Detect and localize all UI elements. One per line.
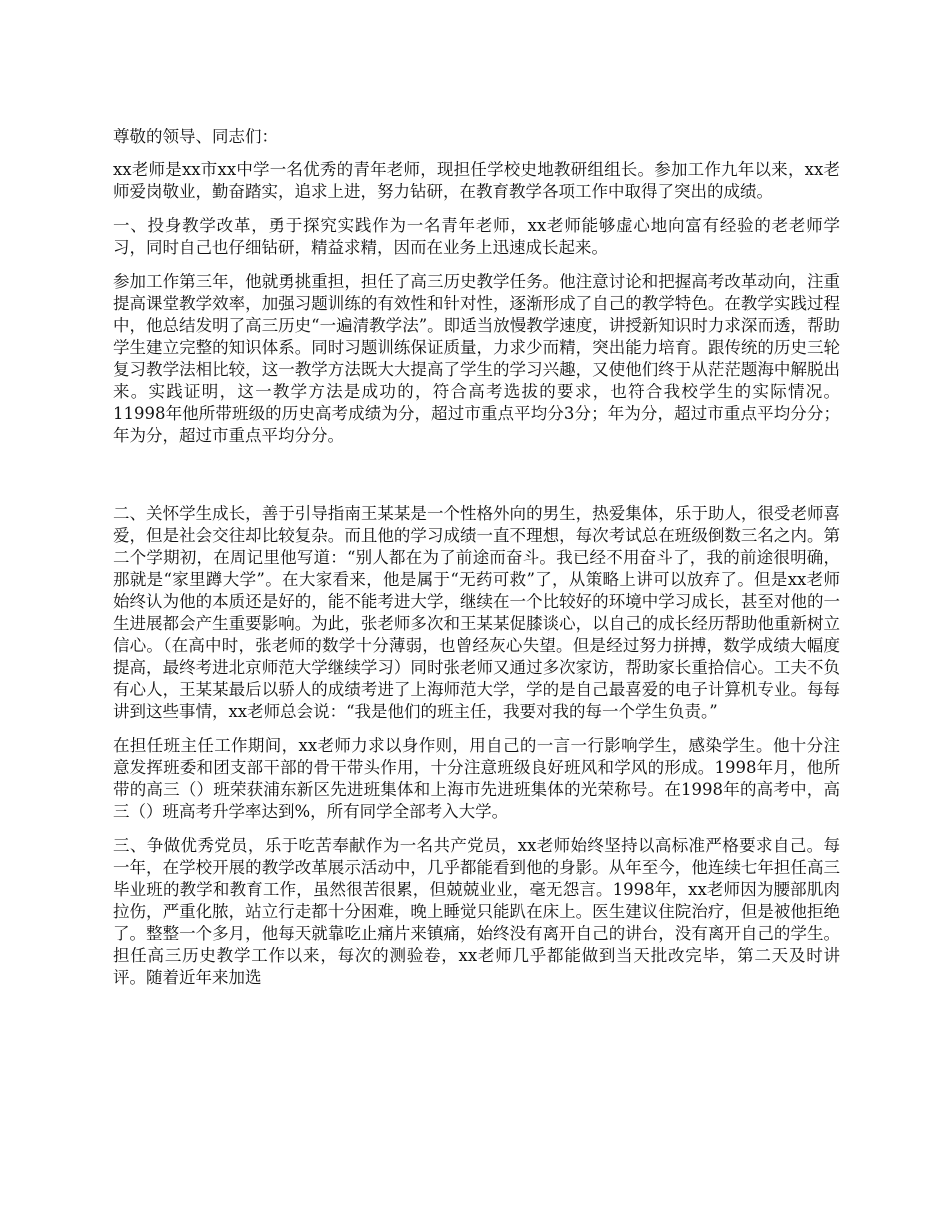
- paragraph-section-two: 二、关怀学生成长，善于引导指南王某某是一个性格外向的男生，热爱集体，乐于助人，很受老师喜爱，但是社会交往却比较复杂。而且他的学习成绩一直不理想，每次考试总在班级倒数三名之内。第二个学期初，在周记里他写道：“别人都在为了前途而奋斗。我已经不用奋斗了，我的前途很明确，那就是“家里蹲大学”。在大家看来，他是属于“无药可救”了，从策略上讲可以放弃了。但是xx老师始终认为他的本质还是好的，能不能考进大学，继续在一个比较好的环境中学习成长，甚至对他的一生进展都会产生重要影响。为此，张老师多次和王某某促膝谈心，以自己的成长经历帮助他重新树立信心。（在高中时，张老师的数学十分薄弱，也曾经灰心失望。但是经过努力拼搏，数学成绩大幅度提高，最终考进北京师范大学继续学习）同时张老师又通过多次家访，帮助家长重拾信心。工夫不负有心人，王某某最后以骄人的成绩考进了上海师范大学，学的是自己最喜爱的电子计算机专业。每每讲到这些事情，xx老师总会说：“我是他们的班主任，我要对我的每一个学生负责。”: [113, 504, 840, 721]
- paragraph-section-three: 三、争做优秀党员，乐于吃苦奉献作为一名共产党员，xx老师始终坚持以高标准严格要求自己。每一年，在学校开展的教学改革展示活动中，几乎都能看到他的身影。从年至今，他连续七年担任高三毕业班的教学和教育工作，虽然很苦很累，但兢兢业业，毫无怨言。1998年，xx老师因为腰部肌肉拉伤，严重化脓，站立行走都十分困难，晚上睡觉只能趴在床上。医生建议住院治疗，但是被他拒绝了。整整一个多月，他每天就靠吃止痛片来镇痛，始终没有离开自己的讲台，没有离开自己的学生。担任高三历史教学工作以来，每次的测验卷，xx老师几乎都能做到当天批改完毕，第二天及时讲评。随着近年来加选: [113, 836, 840, 987]
- salutation: 尊敬的领导、同志们：: [113, 127, 278, 146]
- paragraph-gap: [113, 459, 840, 503]
- paragraph-teaching-reform: 参加工作第三年，他就勇挑重担，担任了高三历史教学任务。他注意讨论和把握高考改革动向，注重提高课堂教学效率，加强习题训练的有效性和针对性，逐渐形成了自己的教学特色。在教学实践过程中，他总结发明了高三历史“一遍清教学法”。即适当放慢教学速度，讲授新知识时力求深而透，帮助学生建立完整的知识体系。同时习题训练保证质量，力求少而精，突出能力培育。跟传统的历史三轮复习教学法相比较，这一教学方法既大大提高了学生的学习兴趣，又使他们终于从茫茫题海中解脱出来。实践证明，这一教学方法是成功的，符合高考选拔的要求，也符合我校学生的实际情况。11998年他所带班级的历史高考成绩为分，超过市重点平均分3分；年为分，超过市重点平均分分；年为分，超过市重点平均分分。: [113, 272, 840, 445]
- paragraph-section-one-heading: 一、投身教学改革，勇于探究实践作为一名青年老师，xx老师能够虚心地向富有经验的老老师学习，同时自己也仔细钻研，精益求精，因而在业务上迅速成长起来。: [113, 216, 840, 257]
- paragraph-class-teacher: 在担任班主任工作期间，xx老师力求以身作则，用自己的一言一行影响学生，感染学生。他十分注意发挥班委和团支部干部的骨干带头作用，十分注意班级良好班风和学风的形成。1998年月，他所带的高三（）班荣获浦东新区先进班集体和上海市先进班集体的光荣称号。在1998年的高考中，高三（）班高考升学率达到%，所有同学全部考入大学。: [113, 736, 840, 821]
- paragraph-intro: xx老师是xx市xx中学一名优秀的青年老师，现担任学校史地教研组组长。参加工作九年以来，xx老师爱岗敬业，勤奋踏实，追求上进，努力钻研，在教育教学各项工作中取得了突出的成绩。: [113, 160, 840, 201]
- document-body: [113, 126, 840, 1001]
